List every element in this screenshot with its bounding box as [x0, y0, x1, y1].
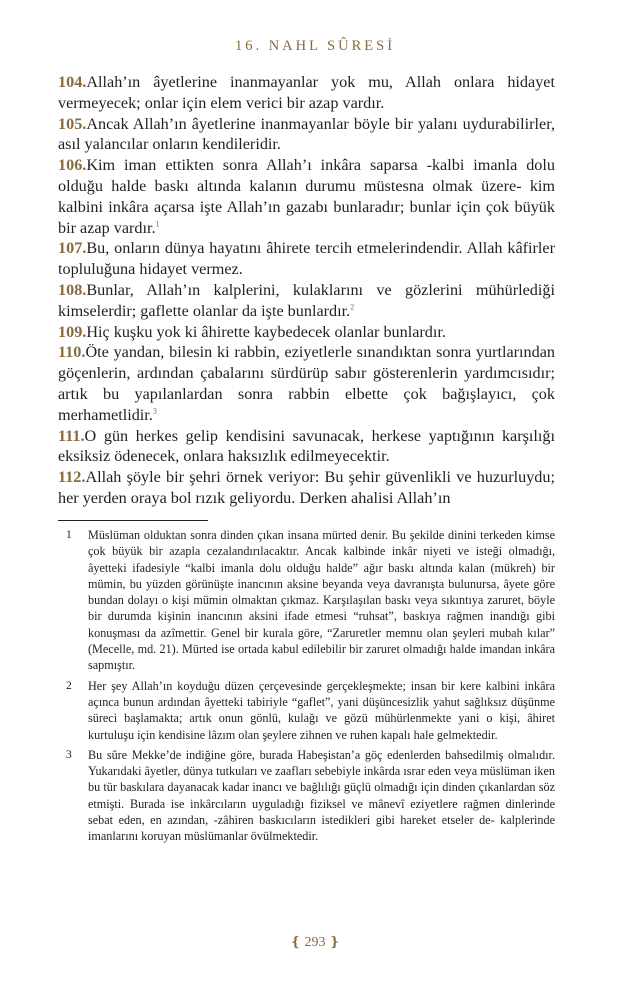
ornament-right-icon: ❵ — [329, 934, 340, 949]
verse-text: Öte yandan, bilesin ki rabbin, eziyetlerle sınandıktan sonra yurtlarından göçenlerin, ardından çabalarını sürdürüp sabır gösterenlerin yardımcısıdır; artık bu yapılanlardan sonra rabbin elbette çok bağışlayıcı, çok merhametlidir. — [58, 343, 555, 424]
verse — [58, 467, 555, 509]
verse — [58, 426, 555, 468]
verse-text: Bunlar, Allah’ın kalplerini, kulaklarını ve gözlerini mühürlediği kimselerdir; gaflette olanlar da işte bunlardır. — [58, 280, 555, 320]
footnote-ref[interactable]: 3 — [152, 406, 157, 416]
footnote — [58, 527, 555, 674]
verse-number: 108. — [58, 280, 87, 299]
verse — [58, 238, 555, 280]
verse — [58, 342, 555, 425]
verse — [58, 322, 555, 343]
verse — [58, 155, 555, 238]
footnote-number: 2 — [66, 679, 72, 692]
footnote-ref[interactable]: 1 — [155, 219, 160, 229]
verse-text: Hiç kuşku yok ki âhirette kaybedecek olanlar bunlardır. — [86, 322, 446, 341]
footnote-divider — [58, 520, 208, 521]
verse-number: 104. — [58, 73, 87, 91]
verse-text: Allah’ın âyetlerine inanmayanlar yok mu, Allah onlara hidayet vermeyecek; onlar için elem verici bir azap vardır. — [58, 73, 555, 112]
footnote-text: Her şey Allah’ın koyduğu düzen çerçevesinde gerçekleşmekte; insan bir kere kalbini inkâra açınca bunun ardından âyetteki tabiriyle “gaflet”, yani düşüncesizlik yahut sağlıksız düşünme süreci başlamakta; artık onun gönlü, kulağı ve gözü mühürlenmekte yani o kişi, âhiret kurtuluşu için kendisine lâzım olan şeylere zihnen ve ruhen kapalı hale gelmektedir. — [88, 678, 555, 742]
verse-number: 111. — [58, 426, 85, 445]
page-number-text: 293 — [304, 935, 326, 950]
footnote-text: Bu sûre Mekke’de indiğine göre, burada Habeşistan’a göç edenlerden bahsedilmiş olmalıdır. Yukarıdaki âyetler, dünya tutkuları ve zaafları sebebiyle inkârda ısrar eden veya müslüman iken bu tür baskılara dayanacak kadar inancı ve bağlılığı güçlü olmadığı için dinden çıkanlardan söz etmişti. Burada ise inkârcıların uyguladığı fiziksel ve mânevî eziyetlere rağmen dinlerinde sebat eden, en azından, -zâhiren baskıcıların istedikleri gibi hareket etseler de- kalplerinde imanlarını koruyan müslümanlar övülmektedir. — [88, 747, 555, 844]
footnote-number: 1 — [66, 529, 72, 541]
verse-list — [58, 72, 555, 509]
verse-number: 109. — [58, 322, 87, 341]
verse-text: Allah şöyle bir şehri örnek veriyor: Bu şehir güvenlikli ve huzurluydu; her yerden oraya bol rızık geliyordu. Derken ahalisi Allah’ın — [58, 468, 555, 507]
verse — [58, 114, 555, 156]
verse — [58, 72, 555, 114]
verse-text: Bu, onların dünya hayatını âhirete tercih etmelerindendir. Allah kâfirler topluluğuna hidayet vermez. — [58, 239, 555, 279]
verse-text: Kim iman ettikten sonra Allah’ı inkâra saparsa -kalbi imanla dolu olduğu halde baskı altında kalanın durumu müstesna olmak üzere- kim kalbini inkâra açarsa işte Allah’ın gazabı bunlaradır; bunlar için çok büyük bir azap vardır. — [58, 156, 555, 237]
verse-number: 107. — [58, 239, 87, 258]
footnote-ref[interactable]: 2 — [350, 302, 355, 312]
footnote-number: 3 — [66, 748, 72, 761]
footnote-list — [58, 527, 555, 849]
verse-text: O gün herkes gelip kendisini savunacak, herkese yaptığının karşılığı eksiksiz ödenecek, onlara haksızlık edilmeyecektir. — [58, 426, 555, 466]
verse-text: Ancak Allah’ın âyetlerine inanmayanlar böyle bir yalanı uydurabilirler, asıl yalancılar onların kendileridir. — [58, 114, 555, 154]
verse-number: 112. — [58, 468, 86, 487]
verse-number: 106. — [58, 156, 87, 175]
footnote-text: Müslüman olduktan sonra dinden çıkan insana mürted denir. Bu şekilde dinini terkeden kimse çok büyük bir azapla cezalandırılacaktır. Ancak kalbinde inkâr niyeti ve isteği olmadığı, âyetteki ifadesiyle “kalbi imanla dolu olduğu halde” ağır baskı altında kalan (mükreh) bir mümin, bu yüzden görünüşte inancının aksine beyanda veya davranışta bulunursa, âyete göre bundan dolayı o kişi mümin olmaktan çıkmaz. Karşılaşılan baskı veya sıkıntıya zaruret, böyle bir durumda kişinin inancının aksini ifade etmesi “ruhsat”, baskıya rağmen inandığı gibi konuşması da azîmettir. Genel bir kurala göre, “Zaruretler memnu olan şeyleri mubah kılar” (Mecelle, md. 21). Mürted ise ortada kabul edilebilir bir zaruret olmadığı halde imandan inkâra sapmıştır. — [88, 528, 555, 673]
page-number — [0, 934, 630, 951]
footnote — [58, 678, 555, 743]
ornament-left-icon: ❴ — [290, 934, 301, 949]
verse-number: 105. — [58, 114, 87, 133]
footnote — [58, 747, 555, 845]
verse-number: 110. — [58, 343, 86, 362]
verse — [58, 280, 555, 322]
running-header: 16. NAHL SÛRESİ — [234, 38, 396, 54]
